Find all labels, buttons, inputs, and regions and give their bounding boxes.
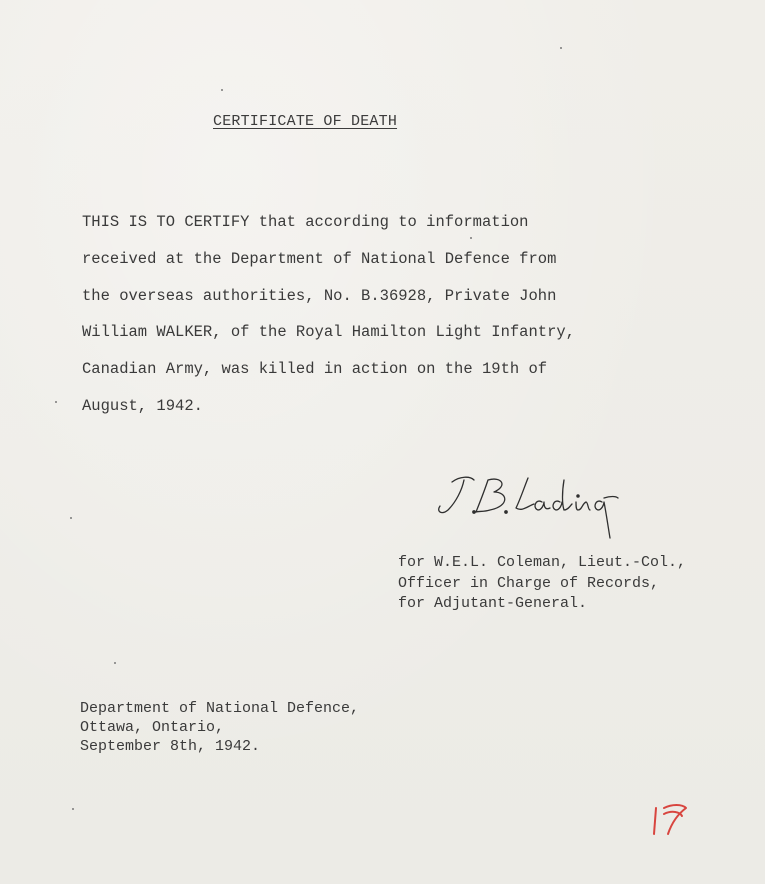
body-line: William WALKER, of the Royal Hamilton Light Infantry,	[82, 323, 575, 342]
signature-line: Officer in Charge of Records,	[398, 574, 660, 592]
body-line: the overseas authorities, No. B.36928, Private John	[82, 286, 557, 305]
body-line: THIS IS TO CERTIFY that according to information	[82, 213, 529, 231]
paper-speck	[55, 401, 57, 403]
body-line: received at the Department of National Defence from	[82, 249, 557, 268]
document-title: CERTIFICATE OF DEATH	[213, 113, 398, 130]
body-line: August, 1942.	[82, 396, 203, 415]
issuer-address	[80, 699, 359, 756]
body-line: Canadian Army, was killed in action on the 19th of	[82, 360, 548, 379]
paper-speck	[560, 47, 562, 49]
address-line: Department of National Defence,	[80, 700, 360, 717]
signature-line: for W.E.L. Coleman, Lieut.-Col.,	[398, 554, 687, 571]
paper-speck	[470, 237, 472, 239]
address-line: September 8th, 1942.	[80, 738, 261, 755]
signature-line: for Adjutant-General.	[398, 595, 588, 612]
address-line: Ottawa, Ontario,	[80, 719, 225, 736]
paper-speck	[70, 517, 72, 519]
paper-speck	[221, 89, 223, 91]
handwritten-signature	[430, 468, 640, 548]
page-number-mark	[648, 800, 698, 840]
certificate-body	[82, 204, 682, 425]
signature-block	[398, 553, 686, 615]
paper-speck	[114, 662, 116, 664]
paper-speck	[72, 808, 74, 810]
